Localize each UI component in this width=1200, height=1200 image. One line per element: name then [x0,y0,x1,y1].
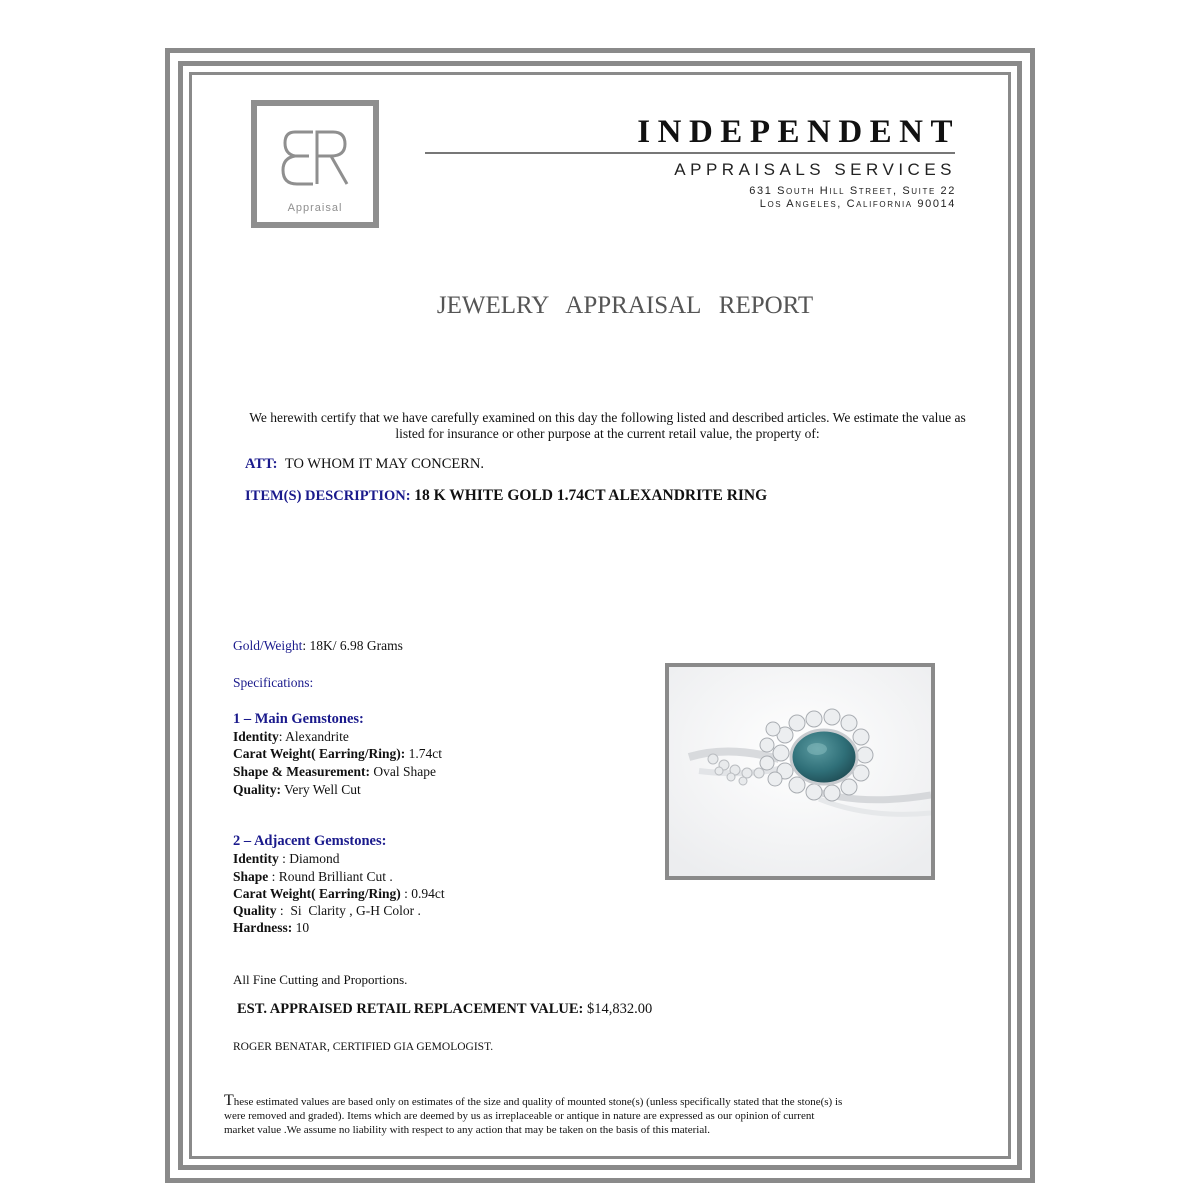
br-monogram-icon [279,126,351,192]
disclaimer-first-letter: T [224,1092,234,1109]
header-rule [425,152,955,154]
disclaimer-line-3: market value .We assume no liability with respect to any action that may be taken on the basis of this material. [224,1124,711,1136]
gold-weight [233,637,403,654]
main-quality-label: Quality: [233,782,282,797]
gold-weight-label: Gold/Weight [233,638,303,653]
main-shape-label: Shape & Measurement: [233,764,370,779]
adj-carat-label: Carat Weight( Earring/Ring) [233,886,401,901]
address-line-2: Los Angeles, California 90014 [759,198,956,210]
adj-hardness [233,919,309,936]
main-identity [233,728,349,745]
gold-weight-value: : 18K/ 6.98 Grams [302,638,403,653]
address-line-1: 631 South Hill Street, Suite 22 [749,185,956,197]
adj-hardness-value: 10 [292,920,310,935]
appraised-value-label: EST. APPRAISED RETAIL REPLACEMENT VALUE: [237,1001,584,1017]
main-gemstones-heading: 1 – Main Gemstones: [233,711,364,727]
adj-quality-value: : Si Clarity , G-H Color . [276,903,421,918]
report-title: JEWELRY APPRAISAL REPORT [436,292,814,319]
adj-identity-value: : Diamond [278,851,340,866]
main-carat-label: Carat Weight( Earring/Ring): [233,746,406,761]
main-shape [233,763,436,780]
attention-line [245,456,484,473]
main-quality [233,781,361,798]
adj-identity [233,850,340,867]
ring-image [669,667,931,876]
fine-cutting-note: All Fine Cutting and Proportions. [233,972,408,987]
disclaimer-text-1: hese estimated values are based only on estimates of the size and quality of mounted stone(s) (unless specifically stated that the stone(s) is [233,1096,843,1108]
main-carat-value: 1.74ct [405,746,442,761]
company-logo [251,100,379,228]
specifications-label: Specifications: [233,675,314,690]
logo-subtitle: Appraisal [287,202,343,214]
ring-photo [665,663,935,880]
company-name: INDEPENDENT [637,114,960,150]
disclaimer-line-2: were removed and graded). Items which are deemed by us as irreplaceable or antique in nature are expressed as our opinion of current [224,1110,815,1122]
certification-statement: We herewith certify that we have carefully examined on this day the following listed and described articles. We estimate the value as listed for insurance or other purpose at the current retail value, the property of: [249,410,966,441]
adj-hardness-label: Hardness: [233,920,293,935]
item-description [245,487,767,505]
adj-shape-label: Shape [233,869,269,884]
disclaimer [224,1094,924,1137]
att-value: TO WHOM IT MAY CONCERN. [284,456,485,472]
adj-quality-label: Quality [233,903,277,918]
appraised-value-amount: $14,832.00 [586,1001,653,1017]
adj-identity-label: Identity [233,851,279,866]
adj-quality [233,902,421,919]
adj-shape [233,868,393,885]
gemologist-signature: ROGER BENATAR, CERTIFIED GIA GEMOLOGIST. [233,1041,494,1053]
main-identity-label: Identity [233,729,279,744]
main-carat [233,745,442,762]
adj-carat [233,885,445,902]
adj-carat-value: : 0.94ct [400,886,445,901]
appraised-value [237,1001,652,1018]
inner-frame [189,72,1011,1159]
item-label: ITEM(S) DESCRIPTION: [245,488,411,504]
main-identity-value: : Alexandrite [278,729,349,744]
att-label: ATT: [245,456,278,472]
company-subtitle: APPRAISALS SERVICES [674,160,956,179]
item-value: 18 K WHITE GOLD 1.74CT ALEXANDRITE RING [414,487,768,504]
adjacent-gemstones-heading: 2 – Adjacent Gemstones: [233,833,387,849]
adj-shape-value: : Round Brilliant Cut . [268,869,393,884]
disclaimer-line-1 [224,1094,924,1109]
main-quality-value: Very Well Cut [281,782,361,797]
main-shape-value: Oval Shape [369,764,436,779]
